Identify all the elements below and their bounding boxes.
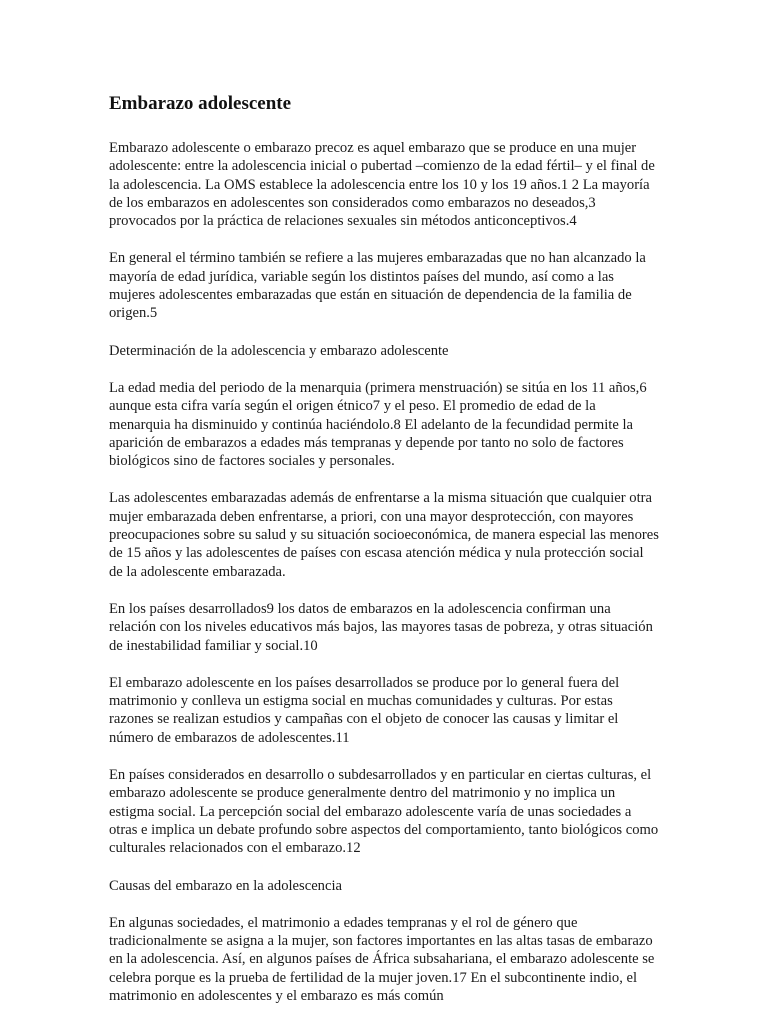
document-body — [109, 92, 659, 1024]
paragraph-paises-en-desarrollo: En países considerados en desarrollo o subdesarrollados y en particular en ciertas culturas, el embarazo adolescente se produce generalmente dentro del matrimonio y no implica un estigma social. La percepción social del embarazo adolescente varía de unas sociedades a otras e implica un debate profundo sobre aspectos del comportamiento, tanto biológicos como culturales relacionados con el embarazo.12 — [109, 767, 659, 857]
section-heading-causas: Causas del embarazo en la adolescencia — [109, 877, 342, 894]
paragraph-general-term: En general el término también se refiere a las mujeres embarazadas que no han alcanzado la mayoría de edad jurídica, variable según los distintos países del mundo, así como a las mujeres adolescentes embarazadas que están en situación de dependencia de la familia de origen.5 — [109, 250, 646, 322]
paragraph-sociedades: En algunas sociedades, el matrimonio a edades tempranas y el rol de género que tradicionalmente se asigna a la mujer, son factores importantes en las altas tasas de embarazo en la adolescencia. Así, en algunos países de África subsahariana, el embarazo adolescente se celebra porque es la prueba de fertilidad de la mujer joven.17 En el subcontinente indio, el matrimonio en adolescentes y el embarazo es más común — [109, 914, 655, 1004]
paragraph-estigma-social: El embarazo adolescente en los países desarrollados se produce por lo general fuera del matrimonio y conlleva un estigma social en muchas comunidades y culturas. Por estas razones se realizan estudios y campañas con el objeto de conocer las causas y limitar el número de embarazos de adolescentes.11 — [109, 674, 620, 746]
paragraph-definition: Embarazo adolescente o embarazo precoz es aquel embarazo que se produce en una mujer adolescente: entre la adolescencia inicial o pubertad –comienzo de la edad fértil– y el final de la adolescencia. La OMS establece la adolescencia entre los 10 y los 19 años.1 2 La mayoría de los embarazos en adolescentes son considerados como embarazos no deseados,3 provocados por la práctica de relaciones sexuales sin métodos anticonceptivos.4 — [109, 140, 655, 230]
document-title: Embarazo adolescente — [109, 93, 292, 114]
section-heading-determination: Determinación de la adolescencia y embarazo adolescente — [109, 342, 449, 359]
paragraph-paises-desarrollados: En los países desarrollados9 los datos de embarazos en la adolescencia confirman una relación con los niveles educativos más bajos, las mayores tasas de pobreza, y otras situación de inestabilidad familiar y social.10 — [109, 600, 653, 654]
paragraph-desproteccion: Las adolescentes embarazadas además de enfrentarse a la misma situación que cualquier otra mujer embarazada deben enfrentarse, a priori, con una mayor desprotección, con mayores preocupaciones sobre su salud y su situación socioeconómica, de manera especial las menores de 15 años y las adolescentes de países con escasa atención médica y nula protección social de la adolescente embarazada. — [109, 490, 659, 580]
paragraph-menarquia: La edad media del periodo de la menarquia (primera menstruación) se sitúa en los 11 años,6 aunque esta cifra varía según el origen étnico7 y el peso. El promedio de edad de la menarquia ha disminuido y continúa haciéndolo.8 El adelanto de la fecundidad permite la aparición de embarazos a edades más tempranas y depende por tanto no solo de factores biológicos sino de factores sociales y personales. — [109, 379, 647, 470]
